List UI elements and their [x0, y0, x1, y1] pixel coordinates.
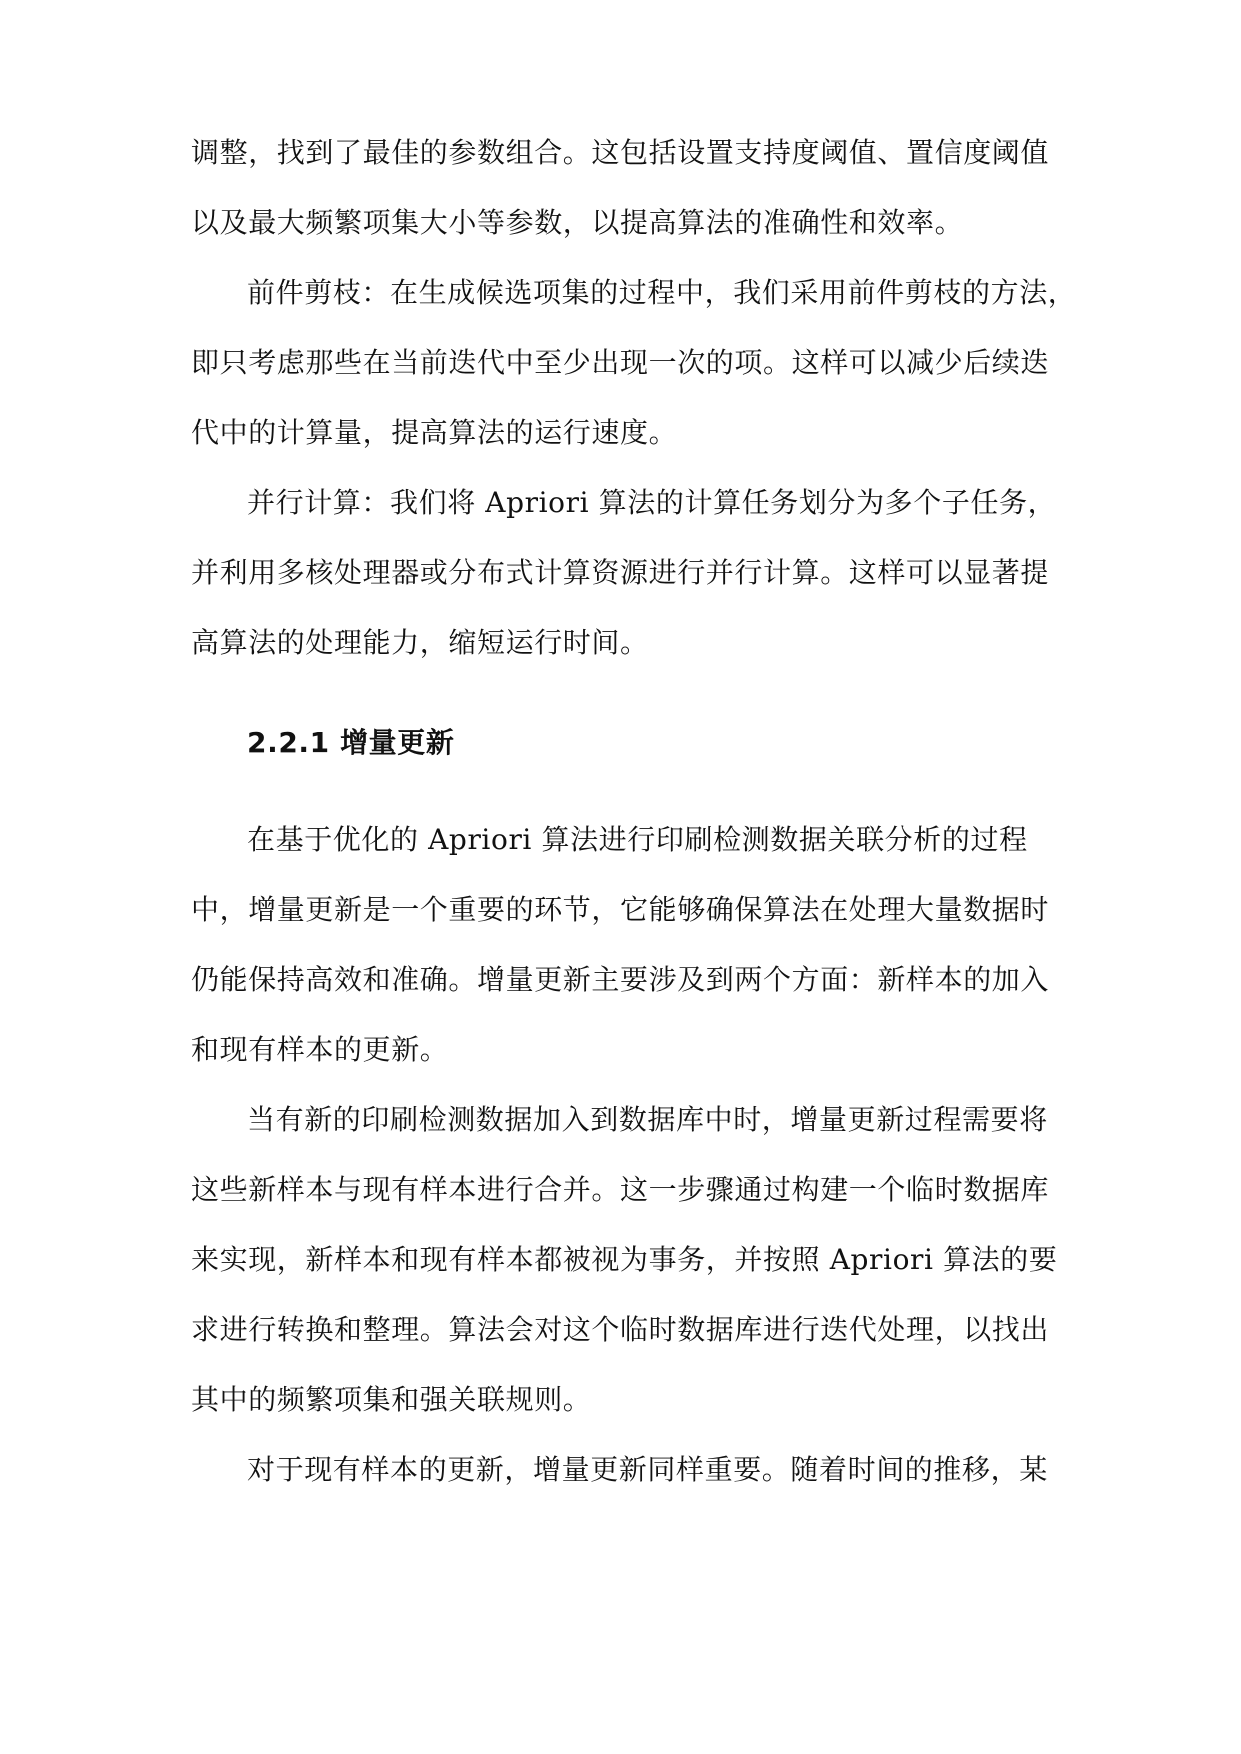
paragraph-2-line-1: 前件剪枝：在生成候选项集的过程中，我们采用前件剪枝的方法， [247, 276, 1077, 309]
section-paragraph-2-line-5: 其中的频繁项集和强关联规则。 [191, 1383, 592, 1416]
section-paragraph-1-line-3: 仍能保持高效和准确。增量更新主要涉及到两个方面：新样本的加入 [191, 963, 1050, 996]
section-paragraph-1-line-4: 和现有样本的更新。 [191, 1033, 449, 1066]
section-heading: 2.2.1 增量更新 [247, 726, 455, 759]
paragraph-2-line-2: 即只考虑那些在当前迭代中至少出现一次的项。这样可以减少后续迭 [191, 346, 1050, 379]
paragraph-1-line-2: 以及最大频繁项集大小等参数，以提高算法的准确性和效率。 [191, 206, 964, 239]
section-paragraph-2-line-3: 来实现，新样本和现有样本都被视为事务，并按照 Apriori 算法的要 [191, 1243, 1058, 1276]
section-paragraph-2-line-4: 求进行转换和整理。算法会对这个临时数据库进行迭代处理，以找出 [191, 1313, 1050, 1346]
section-paragraph-3-line-1: 对于现有样本的更新，增量更新同样重要。随着时间的推移，某 [247, 1453, 1048, 1486]
paragraph-3-line-3: 高算法的处理能力，缩短运行时间。 [191, 626, 649, 659]
paragraph-2-line-3: 代中的计算量，提高算法的运行速度。 [191, 416, 678, 449]
section-paragraph-1-line-1: 在基于优化的 Apriori 算法进行印刷检测数据关联分析的过程 [247, 823, 1028, 856]
section-paragraph-2-line-1: 当有新的印刷检测数据加入到数据库中时，增量更新过程需要将 [247, 1103, 1048, 1136]
section-paragraph-1-line-2: 中，增量更新是一个重要的环节，它能够确保算法在处理大量数据时 [191, 893, 1050, 926]
paragraph-3-line-1: 并行计算：我们将 Apriori 算法的计算任务划分为多个子任务， [247, 486, 1057, 519]
section-paragraph-2-line-2: 这些新样本与现有样本进行合并。这一步骤通过构建一个临时数据库 [191, 1173, 1050, 1206]
paragraph-3-line-2: 并利用多核处理器或分布式计算资源进行并行计算。这样可以显著提 [191, 556, 1050, 589]
paragraph-1-line-1: 调整，找到了最佳的参数组合。这包括设置支持度阈值、置信度阈值 [191, 136, 1050, 169]
